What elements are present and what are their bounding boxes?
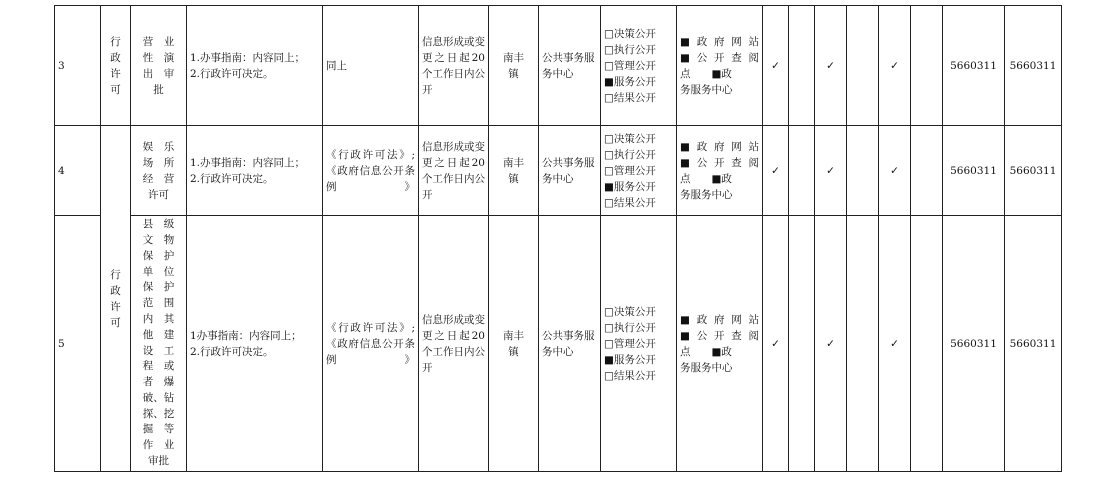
table-row — [55, 6, 1062, 126]
item-name-cell: 县 级 文 物 保 护 单 位 保 护 范 围 内 其 他 建 设 工 程 或 者 爆 破、钻 探、挖 掘 等 作 业 审批 — [131, 216, 187, 472]
check-mark — [911, 126, 943, 216]
row-number: 3 — [55, 6, 101, 126]
phone-cell: 5660311 — [1005, 216, 1062, 472]
timelimit-cell: 信息形成或变更之日起20个工作日内公开 — [419, 126, 489, 216]
phone-cell: 5660311 — [943, 6, 1005, 126]
channel-cell: 公共事务服务中心 — [539, 216, 601, 472]
method-cell: ■政府网站 ■公开查阅 点 ■政 务服务中心 — [677, 216, 763, 472]
timelimit-cell: 信息形成或变更之日起20个工作日内公开 — [419, 6, 489, 126]
check-mark: ✓ — [815, 6, 847, 126]
scope-cell: □决策公开 □执行公开 □管理公开 ■服务公开 □结果公开 — [601, 216, 677, 472]
phone-cell: 5660311 — [943, 216, 1005, 472]
basis-cell: 《行政许可法》;《政府信息公开条例》 — [323, 216, 419, 472]
basis-cell: 《行政许可法》;《政府信息公开条例》 — [323, 126, 419, 216]
basis-cell: 同上 — [323, 6, 419, 126]
method-cell: ■政府网站 ■公开查阅 点 ■政 务服务中心 — [677, 126, 763, 216]
table-row — [55, 126, 1062, 216]
check-mark: ✓ — [815, 126, 847, 216]
subject-cell: 南丰 镇 — [489, 216, 539, 472]
check-mark: ✓ — [879, 6, 911, 126]
timelimit-cell: 信息形成或变更之日起20个工作日内公开 — [419, 216, 489, 472]
subject-cell: 南丰 镇 — [489, 6, 539, 126]
phone-cell: 5660311 — [1005, 126, 1062, 216]
subject-cell: 南丰 镇 — [489, 126, 539, 216]
check-mark: ✓ — [763, 216, 789, 472]
check-mark: ✓ — [879, 126, 911, 216]
channel-cell: 公共事务服务中心 — [539, 126, 601, 216]
check-mark — [911, 216, 943, 472]
phone-cell: 5660311 — [943, 126, 1005, 216]
disclosure-table — [54, 5, 1062, 472]
row-number: 5 — [55, 216, 101, 472]
phone-cell: 5660311 — [1005, 6, 1062, 126]
check-mark — [789, 126, 815, 216]
check-mark — [911, 6, 943, 126]
scope-cell: □决策公开 □执行公开 □管理公开 ■服务公开 □结果公开 — [601, 126, 677, 216]
check-mark: ✓ — [879, 216, 911, 472]
check-mark: ✓ — [763, 6, 789, 126]
check-mark — [789, 6, 815, 126]
check-mark: ✓ — [815, 216, 847, 472]
table-row — [55, 216, 1062, 472]
row-number: 4 — [55, 126, 101, 216]
item-name-cell: 营 业 性 演 出 审 批 — [131, 6, 187, 126]
content-cell: 1.办事指南：内容同上； 2.行政许可决定。 — [187, 126, 323, 216]
method-cell: ■政府网站 ■公开查阅 点 ■政 务服务中心 — [677, 6, 763, 126]
content-cell: 1.办事指南：内容同上； 2.行政许可决定。 — [187, 6, 323, 126]
check-mark — [847, 216, 879, 472]
item-name-cell: 娱 乐 场 所 经 营 许可 — [131, 126, 187, 216]
check-mark — [847, 126, 879, 216]
category-cell: 行 政 许 可 — [101, 126, 131, 472]
check-mark — [789, 216, 815, 472]
check-mark — [847, 6, 879, 126]
check-mark: ✓ — [763, 126, 789, 216]
content-cell: 1办事指南：内容同上； 2.行政许可决定。 — [187, 216, 323, 472]
category-cell: 行 政 许 可 — [101, 6, 131, 126]
channel-cell: 公共事务服务中心 — [539, 6, 601, 126]
scope-cell: □决策公开 □执行公开 □管理公开 ■服务公开 □结果公开 — [601, 6, 677, 126]
